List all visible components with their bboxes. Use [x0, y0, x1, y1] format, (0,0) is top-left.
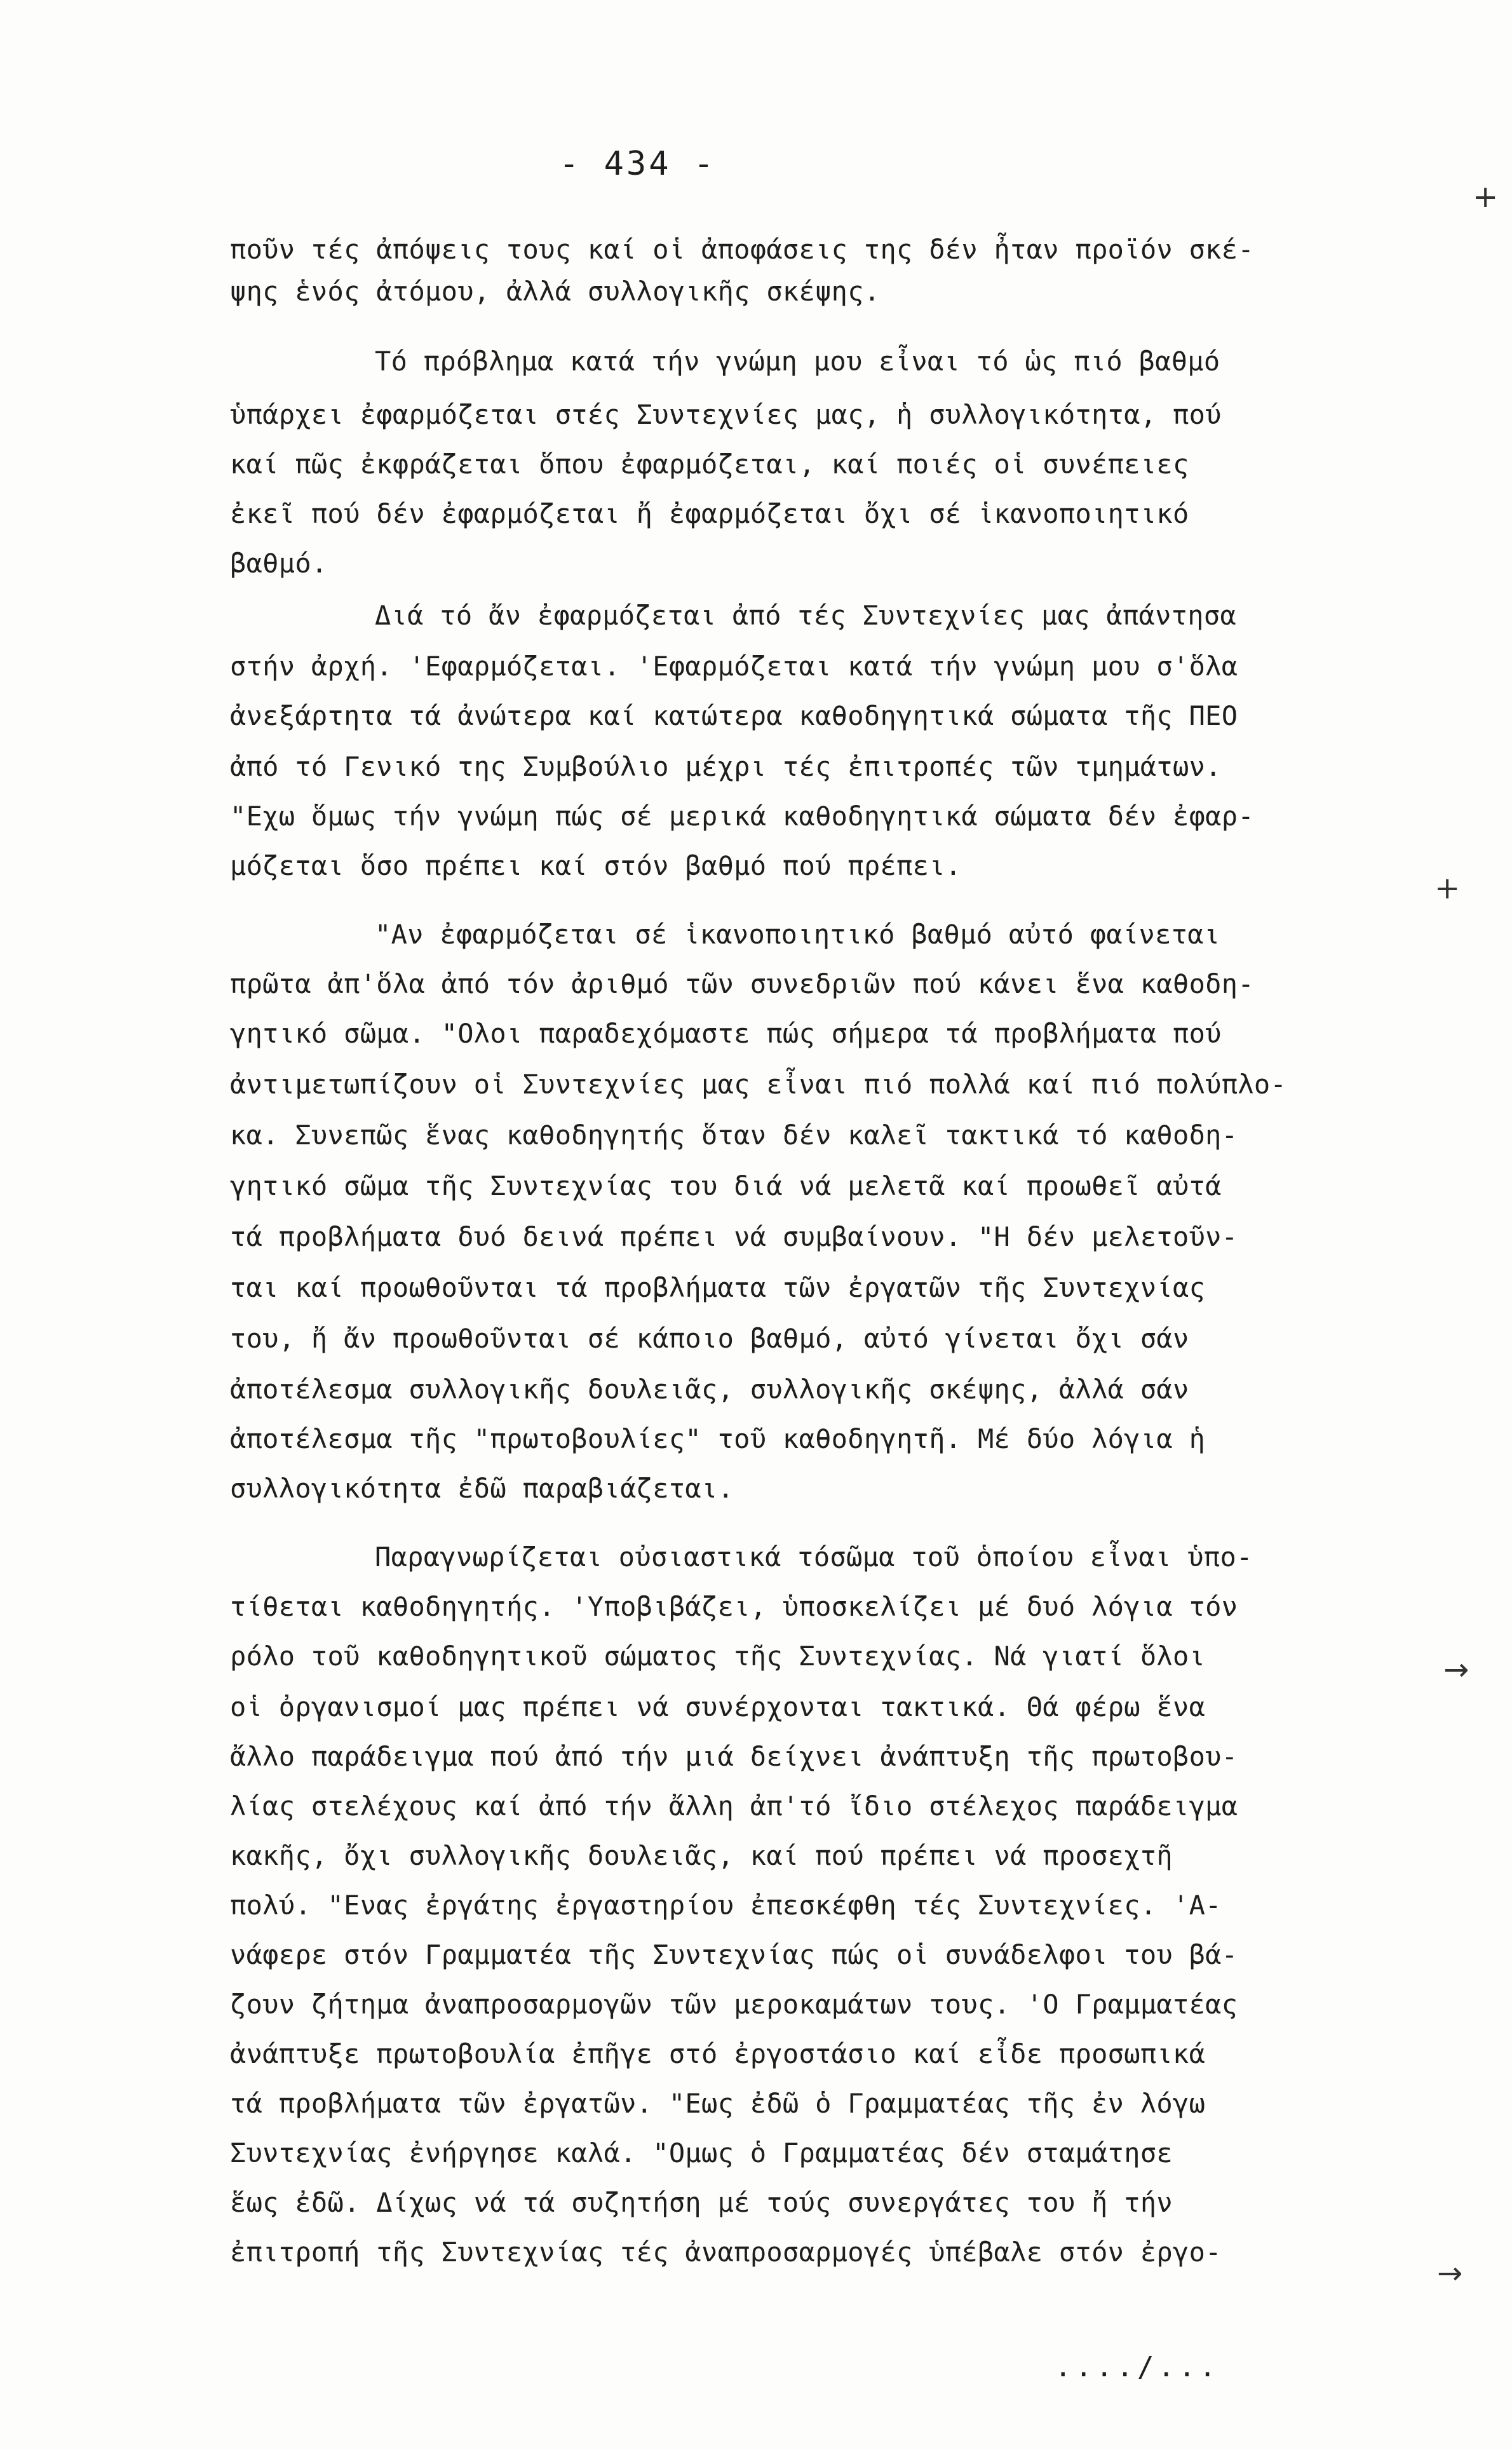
text-line: λίας στελέχους καί ἀπό τήν ἄλλη ἀπ'τό ἴδιο στέλεχος παράδειγμα: [230, 1790, 1238, 1822]
text-line: ὑπάρχει ἐφαρμόζεται στές Συντεχνίες μας, ἡ συλλογικότητα, πού: [230, 399, 1222, 430]
text-line: καί πῶς ἐκφράζεται ὅπου ἐφαρμόζεται, καί ποιές οἱ συνέπειες: [230, 449, 1189, 480]
text-line: γητικό σῶμα. "Ολοι παραδεχόμαστε πώς σήμερα τά προβλήματα πού: [230, 1018, 1222, 1049]
text-line: ψης ἑνός ἀτόμου, ἀλλά συλλογικῆς σκέψης.: [230, 276, 881, 307]
text-line: ἀντιμετωπίζουν οἱ Συντεχνίες μας εἶναι πιό πολλά καί πιό πολύπλο-: [230, 1069, 1287, 1100]
text-line: ἀποτέλεσμα συλλογικῆς δουλειᾶς, συλλογικῆς σκέψης, ἀλλά σάν: [230, 1374, 1189, 1405]
text-line: τίθεται καθοδηγητής. 'Υποβιβάζει, ὑποσκελίζει μέ δυό λόγια τόν: [230, 1591, 1238, 1622]
text-line: του, ἤ ἄν προωθοῦνται σέ κάποιο βαθμό, αὐτό γίνεται ὄχι σάν: [230, 1323, 1189, 1354]
text-line: οἱ ὀργανισμοί μας πρέπει νά συνέρχονται τακτικά. Θά φέρω ἕνα: [230, 1691, 1206, 1722]
text-line: κα. Συνεπῶς ἕνας καθοδηγητής ὅταν δέν καλεῖ τακτικά τό καθοδη-: [230, 1120, 1238, 1151]
text-line: ἀποτέλεσμα τῆς "πρωτοβουλίες" τοῦ καθοδηγητῆ. Μέ δύο λόγια ἡ: [230, 1423, 1206, 1454]
text-line: ἄλλο παράδειγμα πού ἀπό τήν μιά δείχνει ἀνάπτυξη τῆς πρωτοβου-: [230, 1741, 1238, 1772]
page-number: - 434 -: [559, 145, 717, 183]
text-line: τά προβλήματα τῶν ἐργατῶν. "Εως ἐδῶ ὁ Γραμματέας τῆς ἐν λόγω: [230, 2088, 1206, 2119]
text-line: πρῶτα ἀπ'ὅλα ἀπό τόν ἀριθμό τῶν συνεδριῶν πού κάνει ἕνα καθοδη-: [230, 968, 1254, 999]
text-line: μόζεται ὅσο πρέπει καί στόν βαθμό πού πρέπει.: [230, 850, 962, 881]
text-line: βαθμό.: [230, 548, 328, 579]
text-line: ἀπό τό Γενικό της Συμβούλιο μέχρι τές ἐπιτροπές τῶν τμημάτων.: [230, 751, 1222, 782]
text-line: Παραγνωρίζεται οὐσιαστικά τόσῶμα τοῦ ὁποίου εἶναι ὑπο-: [375, 1541, 1253, 1573]
text-line: Συντεχνίας ἐνήργησε καλά. "Ομως ὁ Γραμματέας δέν σταμάτησε: [230, 2137, 1173, 2169]
text-line: πολύ. "Ενας ἐργάτης ἐργαστηρίου ἐπεσκέφθη τές Συντεχνίες. 'Α-: [230, 1890, 1222, 1921]
margin-mark: +: [1434, 870, 1461, 906]
text-line: συλλογικότητα ἐδῶ παραβιάζεται.: [230, 1473, 734, 1504]
margin-mark: +: [1473, 179, 1499, 215]
text-line: "Εχω ὅμως τήν γνώμη πώς σέ μερικά καθοδηγητικά σώματα δέν ἐφαρ-: [230, 801, 1254, 832]
text-line: ἀνάπτυξε πρωτοβουλία ἐπῆγε στό ἐργοστάσιο καί εἶδε προσωπικά: [230, 2038, 1206, 2069]
text-line: "Αν ἐφαρμόζεται σέ ἱκανοποιητικό βαθμό αὐτό φαίνεται: [375, 919, 1220, 950]
margin-mark: →: [1443, 1652, 1469, 1688]
text-line: κακῆς, ὄχι συλλογικῆς δουλειᾶς, καί πού πρέπει νά προσεχτῆ: [230, 1840, 1173, 1871]
text-line: ἀνεξάρτητα τά ἀνώτερα καί κατώτερα καθοδηγητικά σώματα τῆς ΠΕΟ: [230, 700, 1238, 731]
text-line: γητικό σῶμα τῆς Συντεχνίας του διά νά μελετᾶ καί προωθεῖ αὐτά: [230, 1170, 1222, 1201]
text-line: νάφερε στόν Γραμματέα τῆς Συντεχνίας πώς οἱ συνάδελφοι του βά-: [230, 1939, 1238, 1970]
text-line: ἐπιτροπή τῆς Συντεχνίας τές ἀναπροσαρμογές ὑπέβαλε στόν ἐργο-: [230, 2237, 1222, 2268]
text-line: Τό πρόβλημα κατά τήν γνώμη μου εἶναι τό ὡς πιό βαθμό: [375, 346, 1220, 377]
text-line: Διά τό ἄν ἐφαρμόζεται ἀπό τές Συντεχνίες μας ἀπάντησα: [375, 600, 1237, 631]
margin-mark: →: [1437, 2256, 1463, 2291]
text-line: ποῦν τές ἀπόψεις τους καί οἱ ἀποφάσεις της δέν ἦταν προϊόν σκέ-: [230, 234, 1254, 265]
text-line: ἕως ἐδῶ. Δίχως νά τά συζητήση μέ τούς συνεργάτες του ἤ τήν: [230, 2187, 1173, 2218]
text-line: ζουν ζήτημα ἀναπροσαρμογῶν τῶν μεροκαμάτων τους. 'Ο Γραμματέας: [230, 1989, 1238, 2020]
text-line: τά προβλήματα δυό δεινά πρέπει νά συμβαίνουν. "Η δέν μελετοῦν-: [230, 1221, 1238, 1252]
continuation-mark: ..../...: [1055, 2351, 1220, 2383]
text-line: ἐκεῖ πού δέν ἐφαρμόζεται ἤ ἐφαρμόζεται ὄχι σέ ἱκανοποιητικό: [230, 498, 1189, 529]
text-line: στήν ἀρχή. 'Εφαρμόζεται. 'Εφαρμόζεται κατά τήν γνώμη μου σ'ὅλα: [230, 651, 1238, 682]
text-line: ται καί προωθοῦνται τά προβλήματα τῶν ἐργατῶν τῆς Συντεχνίας: [230, 1272, 1206, 1303]
text-line: ρόλο τοῦ καθοδηγητικοῦ σώματος τῆς Συντεχνίας. Νά γιατί ὅλοι: [230, 1641, 1206, 1672]
